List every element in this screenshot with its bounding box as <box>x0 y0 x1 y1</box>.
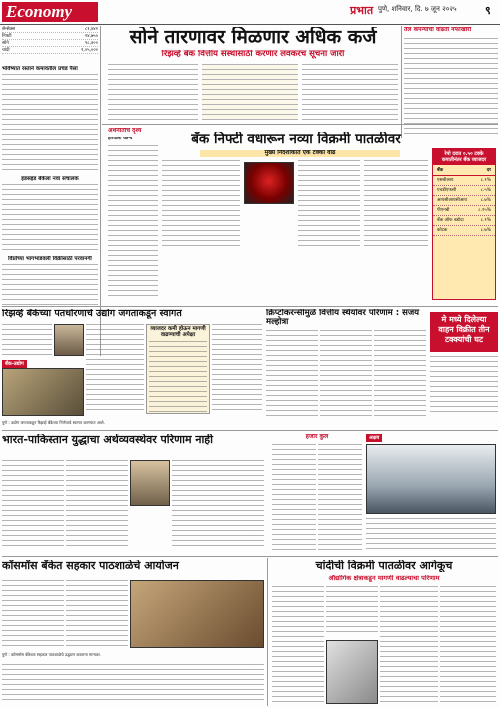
rates-row: पीएनबी ८.१५% <box>433 206 495 216</box>
market-row: चांदी १,०५,००० <box>2 48 98 53</box>
rbi-body-2 <box>86 324 144 414</box>
section-title: Economy <box>2 2 98 22</box>
right-mid-body-1 <box>272 444 316 550</box>
silver-body-3 <box>380 586 438 704</box>
row-separator <box>2 430 498 431</box>
rates-row: आयसीआयसीआय ८.७% <box>433 196 495 206</box>
war-headline: भारत-पाकिस्तान युद्धाचा अर्थव्यवस्थेवर परिणाम नाही <box>2 434 213 446</box>
right-top-headline: तैल कंपन्यांची वाढती नफाखोरी <box>404 27 472 33</box>
war-portrait <box>130 460 170 506</box>
silver-body-1 <box>272 586 324 704</box>
car-image <box>366 444 496 514</box>
lead-subhead: रिझर्व्ह बँक वित्तीय संस्थांसाठी करणार लवकरच सूचना जारी <box>161 50 345 59</box>
col-separator <box>267 558 268 706</box>
lead-headline: सोने तारणावर मिळणार अधिक कर्ज <box>129 27 377 48</box>
lead-body-2 <box>302 64 398 120</box>
bank-headline: बँक निफ्टी वधारून नव्या विक्रमी पातळीवर <box>191 132 401 147</box>
bank-body-1 <box>162 160 240 250</box>
rates-row: एसबीआय ८.१% <box>433 176 495 186</box>
left-headline-2: इंडसइंड बँकेला नवा संचालक <box>21 176 79 182</box>
silver-subhead: औद्योगिक क्षेत्राकडून मागणी वाढल्याचा परिणाम <box>328 575 440 582</box>
row-separator <box>102 124 498 125</box>
row-separator <box>2 306 498 307</box>
bank-side-body <box>108 145 158 297</box>
page-number: ९ <box>485 4 491 17</box>
vehicle-sales-headline: मे मध्ये दिलेल्या वाहन विक्रीत तीन टक्क्यांची घट <box>430 312 498 352</box>
rbi-body-1 <box>2 324 52 356</box>
rbi-policy-headline: रिझर्व्ह बँकेच्या पतधोरणाचे उद्योग जगताकडून स्वागत <box>2 309 182 319</box>
cosmos-body-2 <box>66 580 128 648</box>
bank-body-2 <box>298 160 360 250</box>
market-row: सेन्सेक्स ८१,४४२ <box>2 27 98 32</box>
market-row: सोने ९८,४०० <box>2 41 98 46</box>
crypto-body-2 <box>320 330 372 420</box>
left-headline-1: भविष्यात रस्ताने कमावतील प्रचंड पैसा <box>2 66 78 72</box>
bank-kicker: अर्थनीतीचे दृश्य <box>108 128 142 134</box>
rates-row: एचडीएफसी ८.५% <box>433 186 495 196</box>
photo-caption-1: पुणे : उद्योग जगताकडून रिझर्व्ह बँकेच्या निर्णयाचे स्वागत करण्यात आले. <box>2 420 105 425</box>
left-body-2 <box>2 184 98 252</box>
war-body-1 <box>2 460 64 550</box>
bank-subhead: मुख्य निर्देशांकात एक टक्का वाढ <box>200 150 400 157</box>
war-body-3 <box>172 460 264 550</box>
cosmos-photo <box>130 580 264 648</box>
war-tag: अक्षय <box>366 434 382 442</box>
rates-row: कोटक ८.७% <box>433 226 495 236</box>
portrait-image <box>54 324 84 356</box>
demand-box-body <box>149 341 207 413</box>
silver-image <box>326 640 378 704</box>
car-body <box>366 518 496 550</box>
event-photo <box>2 368 84 416</box>
crypto-headline: क्रिप्टोकरन्सीमुळे वित्तीय स्थैर्यावर परिणाम : संजय मल्होत्रा <box>266 309 420 328</box>
newspaper-logo: प्रभात <box>350 4 374 17</box>
market-row: निफ्टी २४,७५० <box>2 34 98 39</box>
masthead <box>0 0 500 24</box>
lead-body-1 <box>108 64 198 120</box>
silver-headline: चांदीची विक्रमी पातळीवर आगेकूच <box>315 560 453 572</box>
right-mid-body-2 <box>318 444 362 550</box>
crypto-body-1 <box>266 330 318 420</box>
photo-caption-2: पुणे : कॉसमॉस बँकेच्या सहकार पाठशाळेचे उद्घाटन करताना मान्यवर. <box>2 652 102 657</box>
market-box <box>2 26 98 62</box>
bank-body-3 <box>364 160 428 250</box>
silver-body-4 <box>440 586 496 704</box>
vehicle-body <box>430 356 498 416</box>
bank-small: हरियाली चैतन्य <box>108 137 133 141</box>
demand-box-headline: व्याजदर कमी होऊन मागणी वाढण्याची अपेक्षा <box>150 326 206 339</box>
rates-header: बँक दर <box>433 165 495 176</box>
lead-body-box <box>202 64 298 120</box>
right-top-body <box>404 38 498 138</box>
cosmos-body-1 <box>2 580 64 648</box>
cosmos-body-3 <box>2 664 264 704</box>
war-kicker: हजार कुल <box>305 434 329 440</box>
bull-image <box>244 162 294 204</box>
photo-tag: बँक-उद्योग <box>2 360 27 368</box>
rates-title: रेपो दरात ०.५० टक्के कपातीनंतर बँक व्याजदर <box>433 149 495 165</box>
masthead-rule <box>0 24 500 25</box>
crypto-side-body <box>212 324 262 414</box>
war-body-2 <box>66 460 128 550</box>
silver-body-2 <box>326 586 378 636</box>
rates-row: बँक ऑफ बडोदा ८.१% <box>433 216 495 226</box>
crypto-body-3 <box>374 330 426 420</box>
row-separator <box>2 556 498 557</box>
left-body-1 <box>2 74 98 172</box>
dateline: पुणे, शनिवार, दि. ७ जून २०२५ <box>378 5 457 13</box>
left-headline-3: विप्रोच्या भागभांडवली विक्रीसाठी परवानगी <box>8 256 92 262</box>
rates-table <box>432 148 496 300</box>
cosmos-headline: कॉसमॉस बँकेत सहकार पाठशाळेचे आयोजन <box>2 560 179 572</box>
col-separator <box>401 26 402 138</box>
demand-box <box>146 324 210 414</box>
left-body-3 <box>2 264 98 306</box>
